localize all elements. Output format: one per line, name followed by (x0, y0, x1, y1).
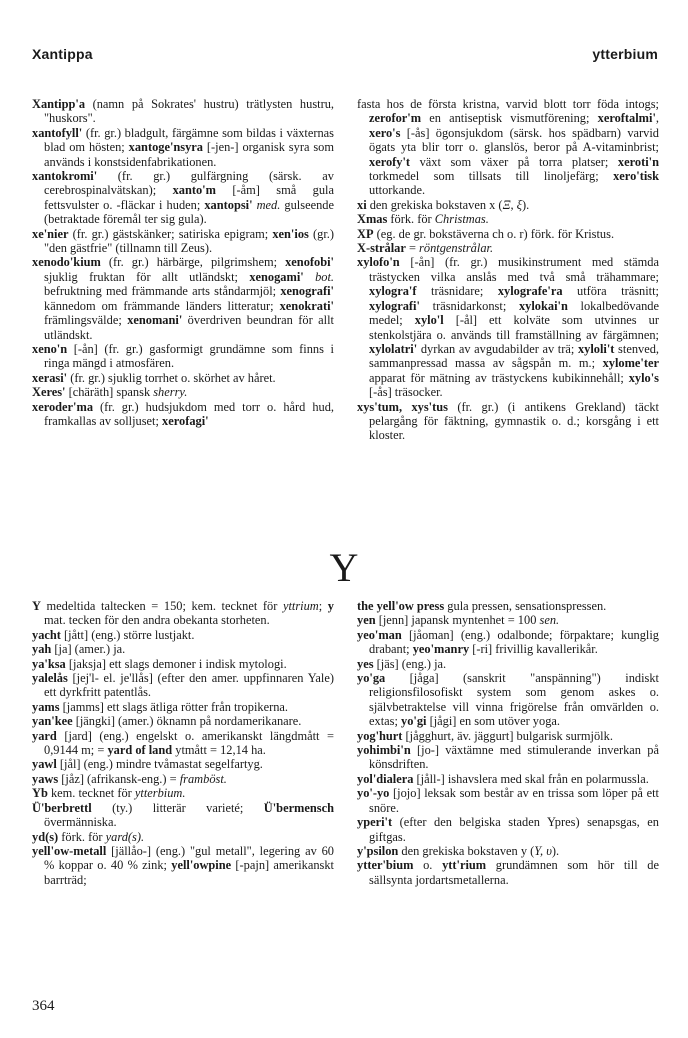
headword: yams (32, 699, 60, 714)
definition-text: [jål] (eng.) mindre tvåmastat segelfartyg. (56, 757, 263, 772)
headword: zerofor'm (369, 111, 422, 126)
headword: xenodo'kium (32, 255, 101, 270)
definition-text: [jåga] (sanskrit "anspänning") indiskt religionsfilosofiskt system som genom askes o. självbetraktelse vill vinna frigörelse från omvärlden o. extas; (369, 671, 659, 729)
definition-text: [-åm] små gula fettsvulster o. -fläckar i huden; (44, 183, 334, 212)
definition-text: uttorkande. (369, 183, 426, 198)
headword: Y (32, 599, 41, 613)
headword: xi (357, 197, 367, 212)
italic-text: bot. (315, 269, 334, 284)
column-lower-right (357, 599, 659, 887)
headword: xys'tum, xys'tus (357, 399, 448, 414)
definition-text: kännedom om främmande länders litteratur; (44, 298, 280, 313)
definition-text: [-jen-] organisk syra som används i konstsidenfabrikationen. (44, 140, 334, 169)
definition-text: apparat för mätning av trästyckens kubikinnehåll; (369, 370, 629, 385)
headword: xero's (369, 125, 401, 140)
headword: the yell'ow press (357, 599, 445, 613)
headword: xyloli't (577, 341, 615, 356)
dictionary-entry (357, 657, 659, 671)
headword: y (327, 599, 334, 613)
dictionary-entry (32, 671, 334, 700)
headword: xylome'ter (602, 356, 659, 371)
definition-text: [jåoman] (eng.) odalbonde; förpaktare; kunglig drabant; (369, 627, 659, 657)
column-upper-left (32, 97, 334, 428)
italic-text: Christmas. (434, 212, 489, 227)
headword: yan'kee (32, 714, 73, 729)
definition-text: överdriven beundran för allt utländskt. (44, 313, 334, 342)
dictionary-entry (357, 227, 659, 241)
headword: xylofo'n (357, 255, 400, 270)
headword: xantokromi' (32, 169, 98, 184)
definition-text: träsnidarkonst; (419, 298, 519, 313)
definition-text: stenved, sammanpressad massa av sågspån m. m.; (369, 341, 659, 371)
italic-text: yttrium (282, 599, 319, 613)
definition-text: o. (413, 858, 443, 873)
dictionary-entry (357, 844, 659, 858)
headword: xerofy't (369, 154, 411, 169)
headword: xenografi' (280, 284, 334, 299)
definition-text: [-ån] (fr. gr.) musikinstrument med stämda trästycken vilka anslås med två små trähammare; (369, 255, 659, 284)
headword: yol'dialera (357, 771, 414, 786)
headword: xylografi' (369, 298, 420, 313)
definition-text: [jågi] en som utöver yoga. (426, 714, 560, 729)
headword: yohimbi'n (357, 743, 411, 758)
headword: yd(s) (32, 829, 59, 844)
definition-text: kem. tecknet för (47, 786, 135, 801)
definition-text: en antiseptisk vismutförening; (421, 111, 598, 126)
definition-text: medeltida taltecken = 150; kem. tecknet för (40, 599, 283, 613)
dictionary-entry (357, 772, 659, 786)
headword: X-strålar (357, 241, 406, 256)
headword: xantopsi' (204, 197, 253, 212)
headword: Yb (32, 786, 48, 801)
dictionary-entry (32, 729, 334, 758)
definition-text: förk. för (58, 829, 106, 844)
definition-text: (fr. gr.) gästskänker; satiriska epigram; (68, 226, 273, 241)
definition-text: (fr. gr.) gulfärgning (särsk. av cerebrospinalvätskan); (44, 169, 334, 198)
column-lower-left (32, 599, 334, 887)
running-head-left: Xantippa (32, 46, 93, 62)
dictionary-entry (357, 815, 659, 844)
headword: xylo's (628, 370, 659, 385)
dictionary-entry (32, 657, 334, 671)
definition-text: [jåz] (afrikansk-eng.) = (58, 771, 180, 786)
definition-text: [-ål] ett kolväte som utvinnes ur stenkolstjära o. används till framställning av färgämnen; (369, 313, 659, 342)
definition-text: torkmedel som tillsats till linoljefärg; (369, 169, 614, 184)
definition-text: befruktning med främmande arts ståndarmjöl; (44, 284, 281, 299)
definition-text: [jej'l- el. je'llås] (efter den amer. uppfinnaren Yale) ett dyrkfritt patentlås. (44, 671, 334, 700)
headword: yard of land (107, 743, 173, 758)
definition-text: = (405, 241, 420, 256)
italic-text: yard(s). (105, 829, 145, 844)
running-head-right: ytterbium (592, 46, 658, 62)
definition-text: den grekiska bokstaven x ( (366, 197, 503, 212)
definition-text: utföra träsnitt; (562, 284, 659, 299)
headword: yawl (32, 757, 57, 772)
definition-text: mat. tecken för den andra obekanta storheten. (44, 613, 270, 628)
dictionary-entry (357, 671, 659, 729)
headword: yo'-yo (357, 786, 390, 801)
headword: xeroftalmi' (597, 111, 656, 126)
headword: xantoge'nsyra (128, 140, 204, 155)
definition-text: övermänniska. (44, 815, 117, 830)
definition-text (304, 270, 315, 284)
dictionary-entry (32, 772, 334, 786)
headword: xerasi' (32, 370, 68, 385)
headword: Xeres' (32, 385, 66, 400)
page-number: 364 (32, 998, 55, 1014)
dictionary-entry (357, 255, 659, 399)
definition-text: [-ån] (fr. gr.) gasformigt grundämne som finns i ringa mängd i atmosfären. (44, 341, 334, 371)
definition-text: [jenn] japansk myntenhet = 100 (375, 613, 540, 628)
headword: ytter'bium (357, 858, 414, 873)
dictionary-entry (357, 241, 659, 255)
definition-text: (gr.) "den gästfrie" (tillnamn till Zeus). (44, 226, 334, 256)
definition-text: den grekiska bokstaven y ( (398, 843, 535, 858)
definition-text: [jojo] leksak som består av en trissa som löper på ett snöre. (369, 786, 659, 815)
headword: xylo'l (414, 313, 444, 328)
headword: xylografe'ra (497, 284, 563, 299)
dictionary-entry (32, 642, 334, 656)
definition-text: sjuklig fruktan för allt utländskt; (44, 269, 250, 284)
dictionary-entry (32, 255, 334, 341)
headword: XP (357, 226, 374, 241)
definition-text: [jard] (eng.) engelskt o. amerikanskt längdmått = 0,9144 m; = (44, 728, 334, 758)
definition-text: främlingsvälde; (44, 313, 128, 328)
definition-text: (fr. gr.) sjuklig torrhet o. skörhet av håret. (67, 370, 276, 385)
headword: y'psilon (357, 843, 399, 858)
headword: Xmas (357, 212, 388, 227)
definition-text: dyrkan av avgudabilder av trä; (417, 341, 578, 356)
headword: xenogami' (249, 269, 304, 284)
headword: yaws (32, 771, 59, 786)
definition-text: [jått] (eng.) större lustjakt. (60, 627, 195, 642)
definition-text: [jäs] (eng.) ja. (373, 656, 447, 671)
dictionary-entry (32, 126, 334, 169)
column-upper-right (357, 97, 659, 443)
dictionary-entry (357, 628, 659, 657)
definition-text: [-ås] ögonsjukdom (särsk. hos spädbarn) varvid ögats yta blir torr o. glanslös, beror på A-vitaminbrist; (369, 125, 659, 155)
definition-text: (eg. de gr. bokstäverna ch o. r) förk. för Kristus. (373, 226, 615, 241)
definition-text: , (655, 111, 659, 126)
dictionary-entry (32, 97, 334, 126)
definition-text: (efter den belgiska staden Ypres) senapsgas, en giftgas. (369, 815, 659, 844)
definition-text: ). (521, 197, 530, 212)
definition-text: [-ri] frivillig kavallerikår. (469, 642, 598, 657)
definition-text: fasta hos de första kristna, varvid blott torr föda intogs; (357, 97, 659, 111)
headword: yeo'man (357, 627, 402, 642)
dictionary-entry (32, 757, 334, 771)
dictionary-entry (357, 97, 659, 198)
definition-text: [jamms] ett slags ätliga rötter från tropikerna. (59, 699, 289, 714)
dictionary-entry (357, 743, 659, 772)
headword: xerofagi' (162, 413, 209, 428)
dictionary-entry (357, 198, 659, 212)
italic-text: Y, υ (534, 843, 552, 858)
headword: xe'nier (32, 226, 69, 241)
headword: yo'ga (357, 671, 386, 686)
headword: yacht (32, 627, 61, 642)
headword: xeroder'ma (32, 399, 94, 414)
headword: yell'ow-metall (32, 843, 107, 858)
headword: xen'ios (272, 226, 309, 241)
headword: yes (357, 656, 374, 671)
definition-text: (ty.) litterär varieté; (91, 800, 264, 815)
italic-text: ytterbium. (134, 786, 186, 801)
headword: ya'ksa (32, 656, 66, 671)
headword: xylogra'f (369, 284, 417, 299)
definition-text: grundämnen som hör till de sällsynta jordartsmetallerna. (369, 858, 659, 887)
definition-text: träsnidare; (416, 284, 498, 299)
definition-text: (fr. gr.) härbärge, pilgrimshem; (100, 255, 286, 270)
definition-text: [jängki] (amer.) öknamn på nordamerikanare. (72, 714, 302, 729)
headword: Xantipp'a (32, 97, 86, 111)
dictionary-entry (357, 400, 659, 443)
headword: Ü'berbrettl (32, 800, 92, 815)
definition-text: [ja] (amer.) ja. (51, 642, 126, 657)
headword: xenomani' (127, 313, 183, 328)
dictionary-entry (32, 400, 334, 429)
dictionary-entry (32, 599, 334, 628)
definition-text: gula pressen, sensationspressen. (444, 599, 607, 613)
headword: yog'hurt (357, 728, 403, 743)
dictionary-entry (32, 786, 334, 800)
dictionary-entry (357, 858, 659, 887)
definition-text: [chäräth] spansk (65, 385, 154, 400)
headword: xero'tisk (613, 169, 659, 184)
dictionary-entry (32, 830, 334, 844)
headword: Ü'bermensch (263, 800, 334, 815)
definition-text: gulseende (betraktade föremål ter sig gula). (44, 197, 334, 227)
headword: xanto'm (172, 183, 216, 198)
definition-text: (namn på Sokrates' hustru) trätlysten hustru, "huskors". (44, 97, 334, 126)
dictionary-entry (357, 729, 659, 743)
headword: xeno'n (32, 341, 68, 356)
dictionary-entry (32, 227, 334, 256)
definition-text: (fr. gr.) hudsjukdom med torr o. hård hud, framkallas av solljuset; (44, 399, 334, 428)
definition-text: växt som växer på torra platser; (410, 154, 618, 169)
definition-text: (fr. gr.) (i antikens Grekland) täckt pelargång för fäktning, gymnastik o. d.; korsgång i ett kloster. (369, 399, 659, 443)
headword: yard (32, 728, 57, 743)
italic-text: framböst. (179, 771, 227, 786)
headword: xenofobi' (285, 255, 334, 270)
headword: ytt'rium (442, 858, 487, 873)
definition-text: [jo-] växtämne med stimulerande inverkan på könsdriften. (369, 743, 659, 772)
headword: yeo'manry (412, 642, 470, 657)
italic-text: med. (256, 197, 281, 212)
definition-text: [jaksja] ett slags demoner i indisk mytologi. (65, 656, 287, 671)
headword: xylolatri' (369, 341, 418, 356)
section-letter: Y (329, 545, 359, 590)
headword: xenokrati' (279, 298, 334, 313)
definition-text: [jåll-] ishavslera med skal från en polarmussla. (413, 771, 649, 786)
dictionary-entry (357, 786, 659, 815)
headword: xeroti'n (617, 154, 659, 169)
headword: yah (32, 642, 52, 657)
dictionary-entry (357, 613, 659, 627)
headword: yell'owpine (171, 858, 232, 873)
headword: yperi't (357, 815, 393, 830)
headword: xantofyll' (32, 125, 83, 140)
definition-text: ; (318, 599, 328, 613)
definition-text: [-pajn] amerikanskt barrträd; (44, 858, 334, 887)
definition-text: ). (551, 843, 560, 858)
dictionary-entry (32, 844, 334, 887)
headword: yen (357, 613, 376, 628)
definition-text: [jällåo-] (eng.) "gul metall", legering av 60 % koppar o. 40 % zink; (44, 843, 334, 873)
dictionary-entry (32, 628, 334, 642)
headword: yo'gi (401, 714, 427, 729)
dictionary-entry (32, 385, 334, 399)
dictionary-entry (357, 599, 659, 613)
italic-text: Ξ, ξ (502, 197, 522, 212)
dictionary-entry (32, 700, 334, 714)
dictionary-entry (32, 342, 334, 371)
italic-text: sen. (539, 613, 560, 628)
definition-text: lokalbedövande medel; (369, 298, 659, 328)
italic-text: sherry. (153, 385, 188, 400)
definition-text: (fr. gr.) bladgult, färgämne som bildas i växternas blad om hösten; (44, 125, 334, 155)
dictionary-entry (32, 371, 334, 385)
headword: yalelås (32, 671, 68, 686)
definition-text: [-ås] träsocker. (369, 385, 443, 400)
dictionary-entry (32, 169, 334, 227)
headword: xylokai'n (518, 298, 568, 313)
italic-text: röntgenstrålar. (419, 241, 494, 256)
definition-text: [jågghurt, äv. jäggurt] bulgarisk surmjölk. (402, 728, 613, 743)
dictionary-entry (357, 212, 659, 226)
dictionary-entry (32, 801, 334, 830)
dictionary-entry (32, 714, 334, 728)
definition-text: ytmått = 12,14 ha. (172, 743, 266, 758)
definition-text: förk. för (387, 212, 435, 227)
